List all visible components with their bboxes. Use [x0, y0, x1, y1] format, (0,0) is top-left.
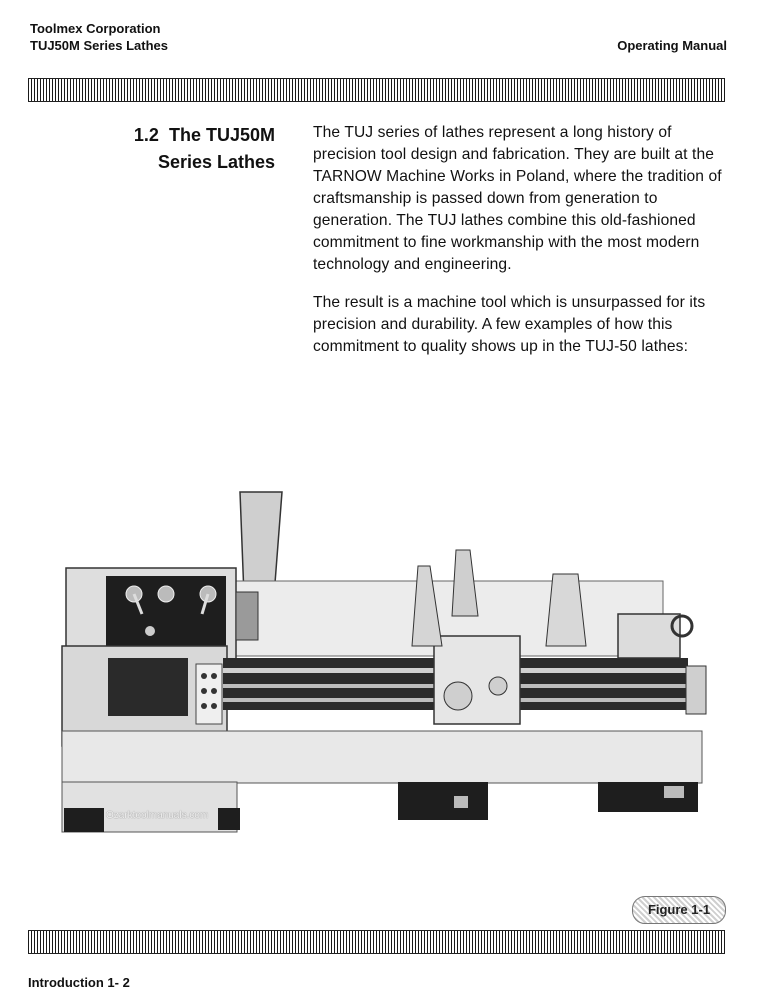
chip-guard: [240, 492, 282, 596]
body-text: [313, 122, 733, 374]
paragraph-2: The result is a machine tool which is unsurpassed for its precision and durability. A few examples of how this commitment to quality shows up in the TUJ-50 lathes:: [313, 294, 706, 355]
chuck: [236, 592, 258, 640]
section-heading: [60, 122, 275, 176]
header-rule: [28, 78, 725, 102]
company-name: Toolmex Corporation: [30, 21, 161, 36]
figure-label: Figure 1-1: [632, 896, 726, 924]
page-label: Introduction 1- 2: [28, 975, 130, 990]
feed-plate: [196, 664, 222, 724]
base: [62, 731, 702, 783]
section-number: 1.2: [133, 125, 159, 145]
tailstock: [618, 614, 680, 658]
lathe-photo: [58, 486, 708, 841]
handwheel: [444, 682, 472, 710]
product-name: TUJ50M Series Lathes: [30, 38, 169, 53]
carriage: [434, 636, 520, 724]
watermark: Ozarktoolmanuals.com: [106, 810, 209, 821]
section-title-line1: The TUJ50M: [168, 125, 275, 145]
footer-rule: [28, 930, 725, 954]
knob: [145, 626, 155, 636]
section-title-line2: Series Lathes: [157, 152, 275, 172]
gearbox-panel: [108, 658, 188, 716]
end-cover: [686, 666, 706, 714]
header-left: [30, 20, 168, 54]
paragraph-1: The TUJ series of lathes represent a long history of precision tool design and fabrication. They are built at the TARNOW Machine Works in Poland, where the tradition of craftsmanship is passed down from generation to generation. The TUJ lathes combine this old-fashioned commitment to fine workmanship with the most modern technology and engineering.: [313, 124, 722, 273]
center-pedestal: [398, 782, 488, 820]
document-type: Operating Manual: [617, 38, 727, 53]
dial: [158, 586, 174, 602]
